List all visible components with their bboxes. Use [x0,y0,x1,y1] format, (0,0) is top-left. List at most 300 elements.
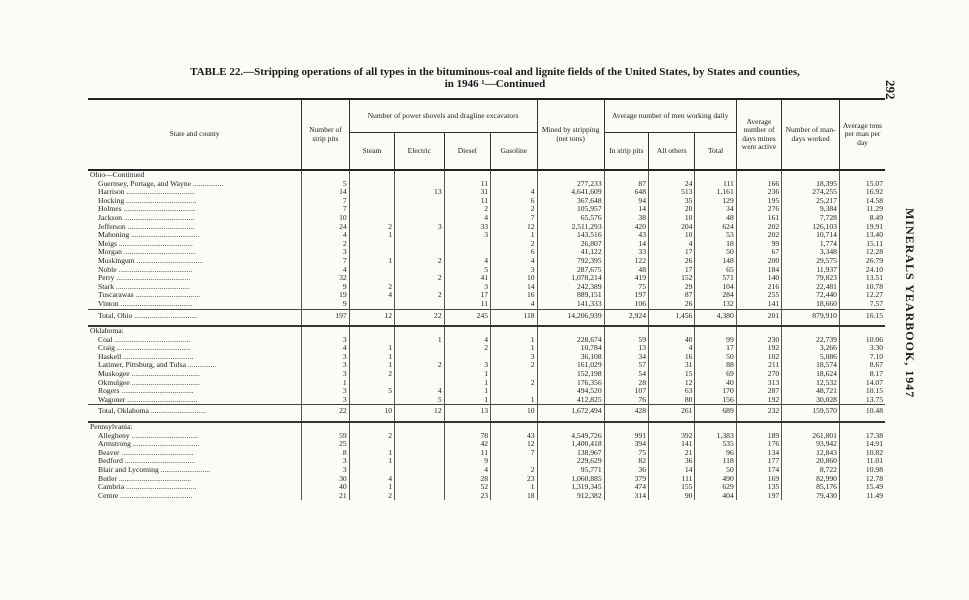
cell-gasoline: 16 [491,291,538,300]
cell-days-active: 201 [736,309,781,322]
table-row [88,197,885,206]
cell-strip-pits: 24 [302,223,349,232]
cell-in-strip-pits: 75 [604,283,648,292]
cell-man-days: 48,721 [782,387,840,396]
empty-cell [782,170,840,180]
cell-in-strip-pits: 36 [604,466,648,475]
empty-cell [491,326,538,336]
state-heading: Oklahoma: [90,326,124,336]
cell-steam: 1 [349,457,394,466]
cell-name: Butler ...................................... [98,474,192,483]
cell-tons-per-man: 13.40 [839,231,885,240]
leader-dots: ..................................... [121,352,194,361]
empty-cell [604,170,648,180]
cell-diesel: 28 [444,475,490,484]
cell-gasoline: 2 [491,361,538,370]
cell-mined: 228,674 [537,336,604,345]
table-row [88,492,885,501]
cell-strip-pits: 3 [302,248,349,257]
cell-steam [349,180,394,189]
cell-gasoline: 7 [491,449,538,458]
cell-strip-pits: 30 [302,475,349,484]
cell-name: Total, Oklahoma ............................. [88,405,302,418]
header-mined: Mined by stripping (net tons) [537,99,604,170]
cell-tons-per-man: 8.49 [839,214,885,223]
cell-man-days: 3,348 [782,248,840,257]
cell-man-days: 274,255 [782,188,840,197]
empty-cell [695,422,736,432]
cell-gasoline: 2 [491,205,538,214]
cell-total-men: 535 [695,440,736,449]
cell-tons-per-man: 10.06 [839,336,885,345]
cell-steam [349,266,394,275]
cell-total-men: 129 [695,197,736,206]
cell-strip-pits: 19 [302,291,349,300]
cell-steam: 1 [349,483,394,492]
cell-total-men: 111 [695,180,736,189]
leader-dots: ...................................... [119,448,194,457]
cell-days-active: 202 [736,223,781,232]
cell-tons-per-man: 19.91 [839,223,885,232]
empty-cell [349,422,394,432]
empty-cell [444,422,490,432]
cell-in-strip-pits: 428 [604,405,648,418]
cell-days-active: 141 [736,300,781,309]
header-electric: Electric [395,133,445,171]
cell-mined: 367,648 [537,197,604,206]
cell-mined: 889,151 [537,291,604,300]
cell-all-others: 29 [649,283,695,292]
table-row [88,336,885,345]
cell-name: Coal ........................................ [98,335,191,344]
cell-name: Wagoner ..................................... [98,395,198,404]
cell-in-strip-pits: 48 [604,266,648,275]
cell-days-active: 134 [736,449,781,458]
leader-dots: ....................................... [116,265,193,274]
cell-electric: 2 [395,257,445,266]
cell-diesel [444,248,490,257]
cell-steam: 1 [349,257,394,266]
cell-diesel: 1 [444,379,490,388]
cell-electric [395,240,445,249]
cell-in-strip-pits: 57 [604,361,648,370]
cell-mined: 138,967 [537,449,604,458]
cell-mined: 143,516 [537,231,604,240]
cell-strip-pits: 22 [302,405,349,418]
cell-steam: 5 [349,387,394,396]
cell-in-strip-pits: 38 [604,214,648,223]
cell-total-men: 88 [695,361,736,370]
cell-total-men: 48 [695,214,736,223]
cell-days-active: 200 [736,257,781,266]
cell-mined: 4,641,609 [537,188,604,197]
cell-diesel: 3 [444,361,490,370]
cell-mined: 2,511,293 [537,223,604,232]
cell-gasoline [491,457,538,466]
cell-electric [395,248,445,257]
header-in-strip-pits: In strip pits [604,133,648,171]
cell-total-men: 571 [695,274,736,283]
cell-total-men: 40 [695,379,736,388]
leader-dots: .................................... [124,188,195,197]
cell-name: Centre ...................................... [98,491,193,500]
cell-electric [395,370,445,379]
cell-strip-pits: 8 [302,449,349,458]
cell-gasoline: 18 [491,492,538,501]
leader-dots: .................................... [129,231,200,240]
cell-days-active: 192 [736,396,781,405]
cell-in-strip-pits: 75 [604,449,648,458]
table-row [88,353,885,362]
empty-cell [839,170,885,180]
leader-dots: ....................................... [116,239,193,248]
empty-cell [444,170,490,180]
cell-diesel: 3 [444,283,490,292]
leader-dots: ........................................ [112,335,191,344]
cell-man-days: 159,570 [782,405,840,418]
cell-strip-pits: 21 [302,492,349,501]
cell-total-men: 689 [695,405,736,418]
cell-name: Allegheny ................................... [98,431,198,440]
cell-mined: 141,333 [537,300,604,309]
cell-in-strip-pits: 14 [604,205,648,214]
cell-gasoline: 4 [491,300,538,309]
header-men-group: Average number of men working daily [604,99,736,133]
cell-diesel: 3 [444,231,490,240]
cell-total-men: 284 [695,291,736,300]
cell-man-days: 1,774 [782,240,840,249]
cell-electric [395,492,445,501]
cell-man-days: 3,266 [782,344,840,353]
cell-all-others: 14 [649,466,695,475]
cell-electric: 13 [395,188,445,197]
empty-cell [649,422,695,432]
cell-mined: 242,389 [537,283,604,292]
table-row [88,432,885,441]
cell-strip-pits: 2 [302,240,349,249]
empty-cell [736,326,781,336]
cell-gasoline: 6 [491,248,538,257]
cell-mined: 4,549,726 [537,432,604,441]
cell-electric [395,300,445,309]
cell-in-strip-pits: 122 [604,257,648,266]
cell-diesel: 4 [444,336,490,345]
cell-man-days: 7,728 [782,214,840,223]
table-row [88,440,885,449]
cell-total-men: 65 [695,266,736,275]
cell-tons-per-man: 10.78 [839,283,885,292]
cell-tons-per-man: 17.38 [839,432,885,441]
cell-diesel: 31 [444,188,490,197]
cell-total-men: 156 [695,396,736,405]
cell-steam [349,300,394,309]
cell-gasoline: 10 [491,274,538,283]
leader-dots: ....................................... [114,344,191,353]
cell-diesel [444,240,490,249]
cell-name: Okmulgee .................................... [98,378,200,387]
cell-tons-per-man: 7.10 [839,353,885,362]
cell-mined: 494,520 [537,387,604,396]
cell-steam: 12 [349,309,394,322]
cell-name: Guernsey, Portage, and Wayne ................ [98,179,224,188]
cell-tons-per-man: 16.15 [839,309,885,322]
cell-tons-per-man: 8.67 [839,361,885,370]
cell-man-days: 30,028 [782,396,840,405]
cell-gasoline [491,370,538,379]
leader-dots: .................................... [129,378,200,387]
cell-name: Armstrong ................................... [98,440,200,449]
cell-electric [395,266,445,275]
cell-man-days: 22,739 [782,336,840,345]
cell-all-others: 24 [649,180,695,189]
cell-all-others: 155 [649,483,695,492]
cell-gasoline: 23 [491,475,538,484]
table-row [88,257,885,266]
cell-diesel: 11 [444,300,490,309]
cell-electric: 4 [395,387,445,396]
table-title-line-2: in 1946 ¹—Continued [444,78,546,90]
cell-strip-pits: 3 [302,457,349,466]
cell-man-days: 879,910 [782,309,840,322]
cell-all-others: 40 [649,336,695,345]
cell-diesel: 52 [444,483,490,492]
cell-in-strip-pits: 76 [604,396,648,405]
cell-man-days: 11,937 [782,266,840,275]
cell-man-days: 261,801 [782,432,840,441]
cell-days-active: 287 [736,387,781,396]
empty-cell [491,422,538,432]
cell-strip-pits: 3 [302,387,349,396]
cell-in-strip-pits: 94 [604,197,648,206]
cell-days-active: 211 [736,361,781,370]
cell-total-men: 1,161 [695,188,736,197]
cell-diesel: 1 [444,387,490,396]
cell-total-men: 624 [695,223,736,232]
cell-total-men: 96 [695,449,736,458]
cell-diesel: 1 [444,370,490,379]
running-head: MINERALS YEARBOOK, 1947 [903,208,917,399]
header-steam: Steam [349,133,394,171]
cell-diesel: 78 [444,432,490,441]
cell-days-active: 184 [736,266,781,275]
cell-total-men: 118 [695,457,736,466]
leader-dots: ....................................... [114,274,191,283]
cell-man-days: 22,481 [782,283,840,292]
cell-mined: 65,576 [537,214,604,223]
cell-gasoline: 2 [491,240,538,249]
table-row [88,180,885,189]
cell-strip-pits: 7 [302,197,349,206]
cell-mined: 229,629 [537,457,604,466]
leader-dots: ............... [185,361,217,370]
leader-dots: ..................................... [124,483,197,492]
cell-gasoline: 3 [491,266,538,275]
table-row [88,223,885,232]
cell-steam: 1 [349,449,394,458]
cell-total-men: 629 [695,483,736,492]
cell-mined: 287,675 [537,266,604,275]
state-heading-row [88,326,885,336]
cell-mined: 36,108 [537,353,604,362]
cell-in-strip-pits: 28 [604,379,648,388]
cell-in-strip-pits: 14 [604,240,648,249]
cell-steam [349,466,394,475]
cell-man-days: 126,103 [782,223,840,232]
leader-dots: ....................................... [114,282,190,291]
cell-man-days: 9,384 [782,205,840,214]
cell-name: Morgan ...................................... [98,248,196,257]
leader-dots: ................................... [125,222,195,231]
empty-cell [649,326,695,336]
empty-cell [302,170,349,180]
cell-all-others: 63 [649,387,695,396]
cell-gasoline: 2 [491,466,538,475]
cell-days-active: 313 [736,379,781,388]
cell-diesel: 1 [444,396,490,405]
empty-cell [736,170,781,180]
cell-strip-pits: 3 [302,353,349,362]
table-row [88,291,885,300]
cell-man-days: 12,532 [782,379,840,388]
cell-man-days: 20,860 [782,457,840,466]
leader-dots: ............................. [148,406,206,416]
cell-man-days: 79,823 [782,274,840,283]
cell-diesel: 4 [444,466,490,475]
cell-days-active: 189 [736,432,781,441]
cell-gasoline: 6 [491,197,538,206]
cell-tons-per-man: 12.78 [839,475,885,484]
cell-gasoline: 2 [491,379,538,388]
cell-name: Noble ....................................... [98,265,193,274]
cell-gasoline: 43 [491,432,538,441]
cell-man-days: 8,722 [782,466,840,475]
cell-electric: 2 [395,361,445,370]
empty-cell [444,326,490,336]
cell-mined: 105,957 [537,205,604,214]
cell-mined: 95,771 [537,466,604,475]
cell-steam: 1 [349,344,394,353]
cell-steam [349,188,394,197]
table-row [88,214,885,223]
cell-tons-per-man: 15.11 [839,240,885,249]
cell-mined: 912,382 [537,492,604,501]
cell-total-men: 50 [695,248,736,257]
cell-name: Total, Ohio ................................. [88,309,302,322]
cell-name: Jackson ..................................... [98,213,195,222]
cell-gasoline: 14 [491,283,538,292]
leader-dots: ...................................... [116,474,192,483]
cell-total-men: 17 [695,344,736,353]
cell-tons-per-man: 10.15 [839,387,885,396]
cell-steam [349,274,394,283]
leader-dots: .......................... [158,466,211,474]
cell-mined: 792,395 [537,257,604,266]
cell-steam [349,214,394,223]
cell-diesel: 41 [444,274,490,283]
cell-steam: 1 [349,361,394,370]
cell-strip-pits: 9 [302,300,349,309]
table-row [88,300,885,309]
cell-strip-pits: 3 [302,361,349,370]
empty-cell [491,170,538,180]
cell-all-others: 15 [649,370,695,379]
cell-strip-pits: 9 [302,283,349,292]
leader-dots: ...................................... [121,205,196,214]
cell-in-strip-pits: 43 [604,231,648,240]
cell-all-others: 35 [649,197,695,206]
cell-steam: 2 [349,223,394,232]
cell-total-men: 1,383 [695,432,736,441]
cell-total-men: 99 [695,336,736,345]
cell-steam [349,240,394,249]
cell-gasoline [491,387,538,396]
table-row [88,274,885,283]
cell-name: Muskingum ................................... [98,256,204,265]
cell-tons-per-man: 11.29 [839,205,885,214]
cell-electric: 12 [395,405,445,418]
cell-all-others: 152 [649,274,695,283]
empty-cell [839,326,885,336]
table-row [88,361,885,370]
cell-in-strip-pits: 379 [604,475,648,484]
cell-gasoline: 10 [491,405,538,418]
cell-tons-per-man: 8.17 [839,370,885,379]
cell-diesel: 13 [444,405,490,418]
cell-days-active: 276 [736,205,781,214]
cell-tons-per-man: 11.01 [839,457,885,466]
leader-dots: ...................................... [121,248,196,257]
cell-diesel: 2 [444,344,490,353]
leader-dots: ................................. [132,310,198,320]
cell-name: Hocking ..................................... [98,196,197,205]
cell-gasoline: 3 [491,353,538,362]
cell-tons-per-man: 24.10 [839,266,885,275]
cell-total-men: 490 [695,475,736,484]
cell-tons-per-man: 12.27 [839,291,885,300]
cell-name: Cambria ..................................... [98,483,197,492]
cell-in-strip-pits: 394 [604,440,648,449]
table-title-line-1: TABLE 22.—Stripping operations of all types in the bituminous-coal and lignite fields of the United States, by States and counties, [190,66,800,78]
cell-total-men: 50 [695,353,736,362]
empty-cell [302,422,349,432]
cell-steam: 2 [349,370,394,379]
cell-all-others: 17 [649,248,695,257]
cell-in-strip-pits: 2,924 [604,309,648,322]
cell-in-strip-pits: 648 [604,188,648,197]
leader-dots: ................................... [134,256,204,265]
cell-electric [395,231,445,240]
empty-cell [537,326,604,336]
cell-strip-pits: 59 [302,432,349,441]
state-heading-row [88,422,885,432]
cell-mined: 26,807 [537,240,604,249]
cell-man-days: 5,086 [782,353,840,362]
cell-in-strip-pits: 34 [604,353,648,362]
leader-dots: ..................................... [125,395,198,404]
cell-steam: 10 [349,405,394,418]
cell-steam [349,197,394,206]
table-row [88,387,885,396]
cell-gasoline: 12 [491,223,538,232]
cell-all-others: 12 [649,379,695,388]
cell-total-men: 148 [695,257,736,266]
leader-dots: ..................................... [124,196,197,205]
table-row [88,283,885,292]
cell-man-days: 12,843 [782,449,840,458]
stripping-operations-table [88,98,885,500]
page-number: 292 [883,80,898,100]
cell-name: Vinton ...................................... [98,299,193,308]
